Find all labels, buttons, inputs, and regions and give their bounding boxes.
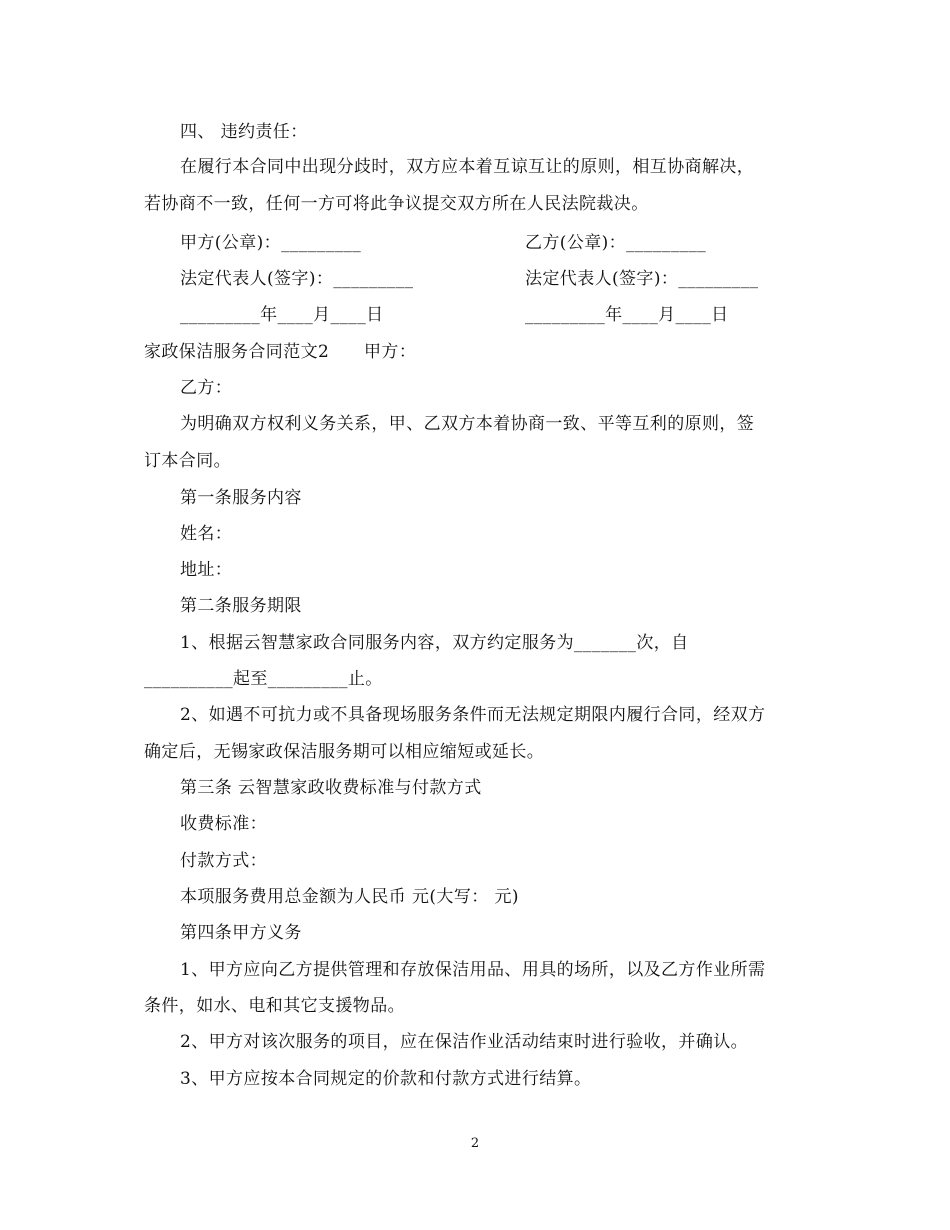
paragraph-line: 2、甲方对该次服务的项目，应在保洁作业活动结束时进行验收，并确认。	[180, 1032, 749, 1052]
paragraph-line: 条件，如水、电和其它支援物品。	[144, 996, 405, 1016]
paragraph-line: 1、根据云智慧家政合同服务内容，双方约定服务为_______次，自	[180, 633, 689, 653]
paragraph-line: 2、如遇不可抗力或不具备现场服务条件而无法规定期限内履行合同，经双方	[180, 705, 766, 725]
contract-title: 家政保洁服务合同范文2 甲方：	[144, 342, 417, 362]
paragraph-line: 若协商不一致，任何一方可将此争议提交双方所在人民法院裁决。	[144, 194, 649, 214]
party-a-date-field: _________年____月____日	[180, 305, 384, 325]
party-b-label: 乙方：	[180, 378, 233, 398]
party-b-rep-field: 法定代表人(签字)：_________	[525, 269, 759, 289]
party-a-rep-field: 法定代表人(签字)：_________	[180, 269, 414, 289]
paragraph-line: __________起至_________止。	[144, 669, 383, 689]
paragraph-line: 订本合同。	[144, 451, 231, 471]
party-b-seal-field: 乙方(公章)：_________	[525, 233, 707, 253]
payment-method-label: 付款方式：	[180, 851, 267, 871]
paragraph-line: 1、甲方应向乙方提供管理和存放保洁用品、用具的场所，以及乙方作业所需	[180, 960, 766, 980]
total-amount-line: 本项服务费用总金额为人民币 元(大写： 元)	[180, 887, 519, 907]
paragraph-line: 在履行本合同中出现分歧时，双方应本着互谅互让的原则，相互协商解决，	[180, 157, 755, 177]
paragraph-line: 为明确双方权利义务关系，甲、乙双方本着协商一致、平等互利的原则，签	[180, 414, 755, 434]
article-heading: 第四条甲方义务	[180, 923, 302, 943]
page-number: 2	[470, 1136, 480, 1151]
address-label: 地址：	[180, 560, 233, 580]
article-heading: 第二条服务期限	[180, 596, 302, 616]
paragraph-line: 3、甲方应按本合同规定的价款和付款方式进行结算。	[180, 1069, 592, 1089]
section-heading-breach: 四、 违约责任：	[180, 122, 308, 142]
fee-standard-label: 收费标准：	[180, 814, 267, 834]
name-label: 姓名：	[180, 524, 233, 544]
article-heading: 第三条 云智慧家政收费标准与付款方式	[180, 778, 482, 798]
party-a-seal-field: 甲方(公章)：_________	[180, 233, 362, 253]
article-heading: 第一条服务内容	[180, 488, 302, 508]
paragraph-line: 确定后，无锡家政保洁服务期可以相应缩短或延长。	[144, 742, 545, 762]
party-b-date-field: _________年____月____日	[525, 305, 729, 325]
